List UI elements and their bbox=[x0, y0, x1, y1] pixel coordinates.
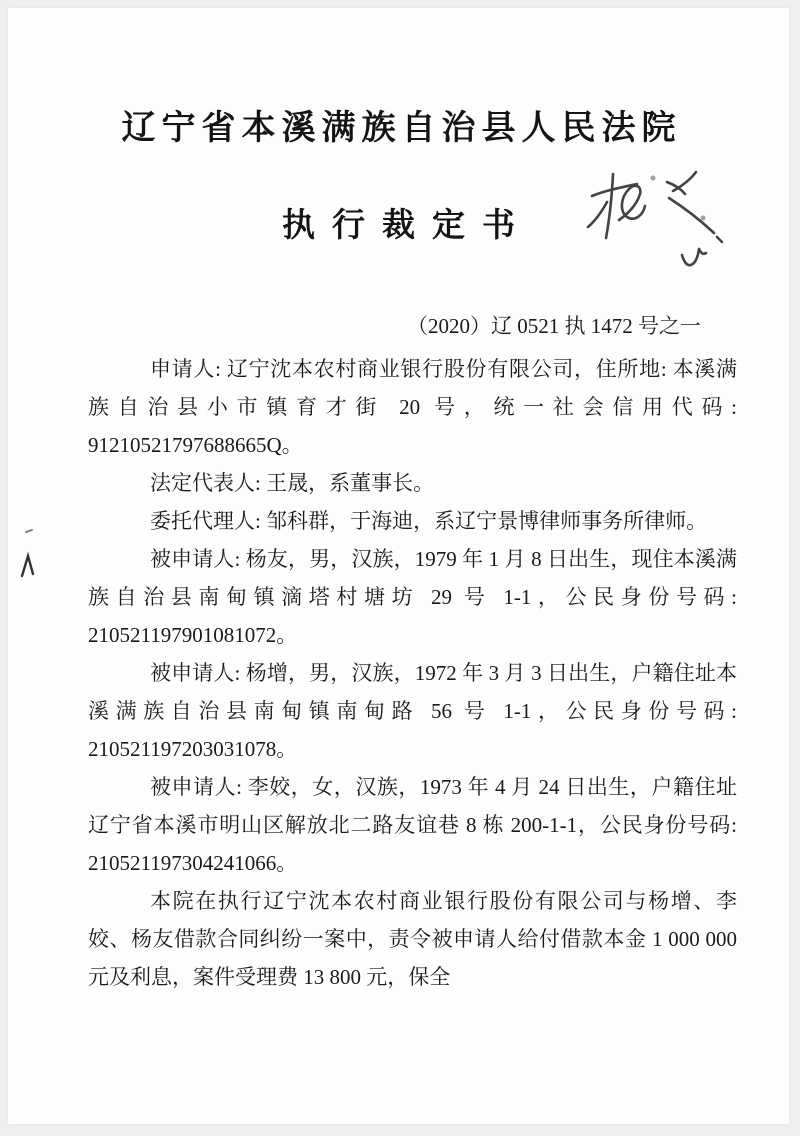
paragraph-respondent-yangzeng: 被申请人: 杨增，男，汉族，1972 年 3 月 3 日出生，户籍住址本溪满族自治县南甸镇南甸路 56 号 1-1，公民身份号码: 210521197203031078。 bbox=[88, 661, 737, 761]
case-number: （2020）辽 0521 执 1472 号之一 bbox=[407, 314, 701, 338]
paragraph-case-summary: 本院在执行辽宁沈本农村商业银行股份有限公司与杨增、李姣、杨友借款合同纠纷一案中，责令被申请人给付借款本金 1 000 000 元及利息，案件受理费 13 800 元，保全 bbox=[88, 889, 737, 989]
paragraph-respondent-yangyou: 被申请人: 杨友，男，汉族，1979 年 1 月 8 日出生，现住本溪满族自治县南甸镇滴塔村塘坊 29 号 1-1，公民身份号码: 210521197901081072。 bbox=[88, 547, 737, 647]
document-body bbox=[8, 350, 789, 996]
paragraph-attorneys: 委托代理人: 邹科群，于海迪，系辽宁景博律师事务所律师。 bbox=[150, 509, 708, 533]
handwritten-signature-icon bbox=[583, 158, 753, 278]
paragraph-applicant: 申请人: 辽宁沈本农村商业银行股份有限公司，住所地: 本溪满族自治县小市镇育才街 20 号，统一社会信用代码: 91210521797688665Q。 bbox=[88, 357, 737, 457]
margin-caret-mark bbox=[14, 524, 44, 594]
paragraph-respondent-lijiao: 被申请人: 李姣，女，汉族，1973 年 4 月 24 日出生，户籍住址辽宁省本溪市明山区解放北二路友谊巷 8 栋 200-1-1，公民身份号码: 210521197304241066。 bbox=[88, 775, 737, 875]
paragraph-legal-representative: 法定代表人: 王晟，系董事长。 bbox=[150, 471, 435, 495]
court-name: 辽宁省本溪满族自治县人民法院 bbox=[121, 110, 682, 147]
document-title: 执行裁定书 bbox=[282, 208, 532, 244]
document-page bbox=[8, 8, 789, 1124]
